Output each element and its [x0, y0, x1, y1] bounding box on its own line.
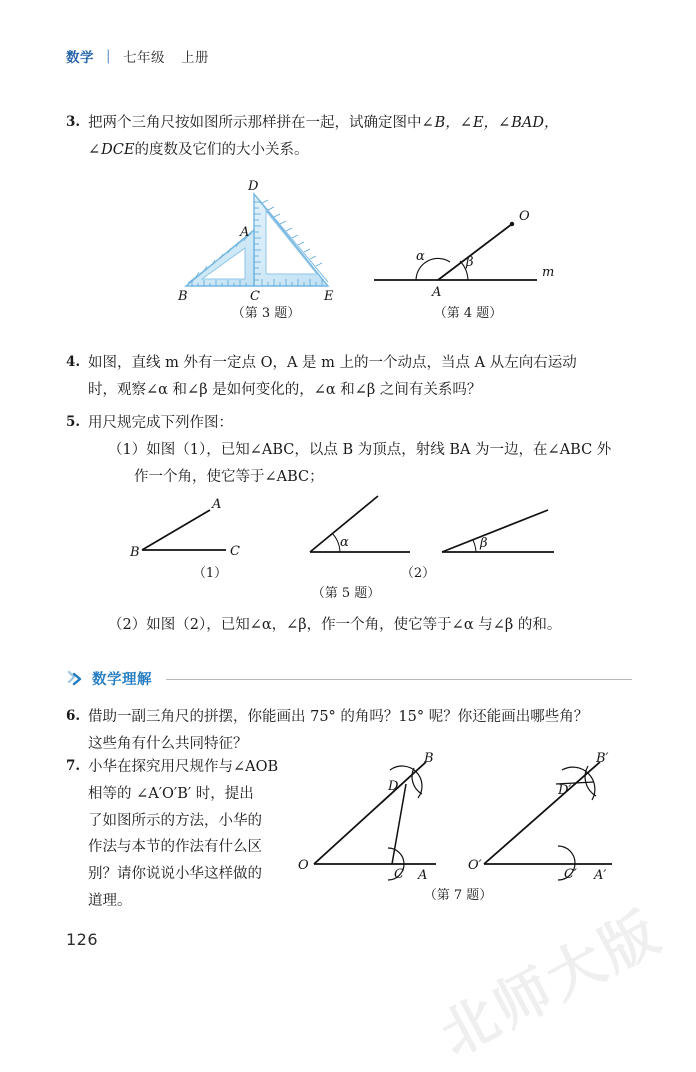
fig4-label-alpha: α [416, 249, 425, 264]
fig7r-ray-OB [484, 762, 600, 864]
question-5-item-2-body [88, 612, 632, 639]
question-5 [66, 410, 632, 490]
question-5-item-1-line-1: （1）如图（1），已知∠ABC，以点 B 为顶点，射线 BA 为一边，在∠ABC 外 [108, 441, 612, 458]
fig7r-label-C: C′ [564, 867, 577, 882]
fig4-label-beta: β [466, 255, 474, 270]
question-5-item-2-text: （2）如图（2），已知∠α，∠β，作一个角，使它等于∠α 与∠β 的和。 [108, 617, 562, 633]
question-7-line-2: 相等的 ∠A′O′B′ 时，提出 [88, 785, 254, 802]
question-4-line-2: 时，观察∠α 和∠β 是如何变化的，∠α 和∠β 之间有关系吗？ [88, 381, 482, 398]
q3-angle-dce: DCE [101, 141, 135, 158]
figure-3-caption: （第 3 题） [231, 306, 301, 321]
fig7l-label-C: C [394, 867, 404, 882]
question-4-number: 4. [66, 354, 81, 370]
running-head-volume: 上册 [181, 50, 210, 66]
fig3-label-A: A [240, 225, 250, 240]
fig3-label-E: E [324, 289, 334, 304]
question-3-number: 3. [66, 114, 81, 130]
question-7-line-3: 了如图所示的方法，小华的 [88, 812, 262, 829]
fig5-2-alpha-arc [332, 533, 340, 552]
figure-5-caption: （第 5 题） [311, 586, 381, 601]
section-rule [166, 679, 632, 680]
figure-5-1 [128, 498, 278, 564]
question-7-line-5: 别？请你说说小华这样做的 [88, 866, 262, 883]
fig7l-label-D: D [388, 779, 399, 794]
question-7-body [88, 754, 281, 915]
fig5-2-beta-ray [442, 510, 548, 552]
running-head-subject: 数学 [66, 50, 94, 66]
figure-question-3 [176, 178, 356, 303]
question-6 [66, 704, 632, 758]
question-7 [66, 754, 281, 915]
running-head [66, 46, 209, 66]
publisher-watermark: 北师大版 [430, 898, 673, 1070]
fig4-label-A: A [432, 285, 442, 300]
q3-angle-e: E， [472, 115, 499, 131]
question-7-line-4: 作法与本节的作法有什么区 [88, 839, 262, 856]
section-header-math-understanding [66, 668, 632, 689]
fig5-2-label-alpha: α [340, 535, 349, 550]
q3-text-a: 把两个三角尺按如图所示那样拼在一起，试确定图中 [88, 115, 422, 131]
page-number: 126 [66, 930, 99, 949]
q3-text-b: 的度数及它们的大小关系。 [134, 141, 309, 158]
fig4-point-O [510, 222, 514, 226]
fig7l-label-B: B [424, 751, 434, 766]
figure-4-caption: （第 4 题） [433, 306, 503, 321]
figure-5-1-caption: （1） [192, 566, 228, 581]
question-7-line-1: 小华在探究用尺规作与∠AOB [88, 759, 279, 775]
fig4-label-O: O [519, 209, 530, 224]
question-4-body [88, 350, 632, 404]
fig5-1-label-B: B [130, 545, 140, 560]
section-title: 数学理解 [92, 672, 152, 688]
question-3-line-2 [88, 137, 632, 164]
running-head-separator: | [106, 48, 112, 64]
double-chevron-right-icon [66, 669, 86, 689]
fig5-2-label-beta: β [480, 536, 488, 551]
question-6-line-2: 这些角有什么共同特征？ [88, 735, 248, 752]
question-4 [66, 350, 632, 404]
fig4-label-m: m [542, 265, 555, 280]
figure-question-4 [372, 210, 562, 300]
question-5-item-1-line-2: 作一个角，使它等于∠ABC； [134, 468, 324, 485]
q3-angle-b: B， [434, 115, 460, 131]
question-5-stem: 用尺规完成下列作图： [88, 415, 233, 431]
question-3-body [88, 110, 632, 164]
fig3-label-B: B [178, 289, 188, 304]
question-3-line-1 [88, 110, 632, 137]
fig7l-label-A: A [418, 868, 428, 883]
question-5-item-2-spacer [66, 612, 88, 639]
fig7r-label-O: O′ [468, 858, 482, 873]
fig5-1-label-C: C [230, 544, 240, 559]
fig7l-label-O: O [298, 858, 309, 873]
question-5-body [88, 410, 632, 490]
figure-5-2-alpha [300, 494, 440, 564]
fig5-2-beta-arc [473, 540, 476, 552]
fig4-ray-AO [438, 224, 512, 280]
q3-angle-bad: BAD， [511, 115, 559, 131]
fig7r-label-B: B′ [596, 751, 609, 766]
question-6-line-1: 借助一副三角尺的拼摆，你能画出 75° 的角吗？15° 呢？你还能画出哪些角？ [88, 709, 589, 725]
fig7r-label-A: A′ [594, 868, 607, 883]
running-head-grade: 七年级 [123, 50, 166, 66]
fig7l-ray-OB [314, 762, 426, 864]
ruler-45 [254, 194, 328, 286]
figure-5-2-beta [432, 506, 582, 564]
question-6-number: 6. [66, 708, 81, 724]
fig5-1-label-A: A [212, 497, 222, 512]
question-4-line-1: 如图，直线 m 外有一定点 O，A 是 m 上的一个动点，当点 A 从左向右运动 [88, 355, 577, 371]
fig3-label-D: D [248, 179, 259, 194]
figure-5-2-caption: （2） [400, 566, 436, 581]
fig3-label-C: C [250, 289, 260, 304]
question-7-number: 7. [66, 758, 81, 774]
figure-7-left [296, 752, 466, 892]
question-5-item-2 [66, 612, 632, 639]
figure-7-caption: （第 7 题） [423, 888, 493, 903]
fig5-1-ray-BA [142, 510, 210, 550]
question-5-number: 5. [66, 414, 81, 430]
fig7r-label-D: D′ [558, 783, 572, 798]
question-7-line-6: 道理。 [88, 893, 132, 910]
question-6-body [88, 704, 632, 758]
question-3 [66, 110, 632, 164]
figure-7-right [466, 752, 646, 892]
